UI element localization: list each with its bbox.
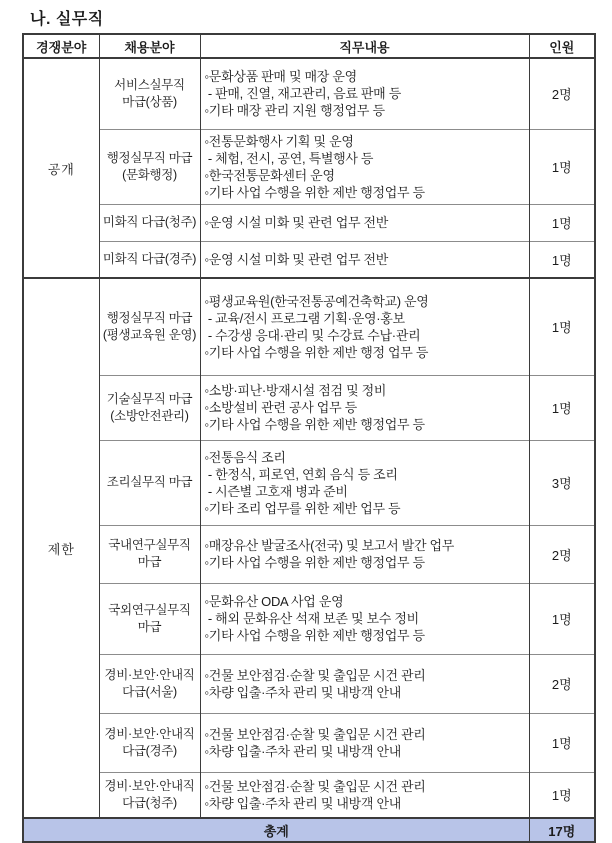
total-count-cell: 17명 bbox=[529, 818, 595, 842]
duty-line: - 교육/전시 프로그램 기획·운영·홍보 bbox=[204, 310, 405, 326]
duty-line: ◦소방설비 관련 공사 업무 등 bbox=[204, 400, 357, 415]
recruit-field-line: 마급 bbox=[137, 555, 162, 569]
table-row bbox=[23, 204, 595, 241]
duty-line: ◦기타 조리 업무를 위한 제반 업무 등 bbox=[204, 500, 401, 516]
recruit-field-line: 행정실무직 마급 bbox=[106, 310, 193, 325]
table-row bbox=[23, 772, 595, 818]
duty-line: ◦차량 입출·주차 관리 및 내방객 안내 bbox=[204, 684, 402, 700]
headcount-cell: 1명 bbox=[529, 204, 595, 241]
total-label-cell: 총계 bbox=[23, 818, 529, 842]
duty-line: ◦운영 시설 미화 및 관련 업무 전반 bbox=[204, 251, 389, 267]
recruit-field-cell bbox=[99, 654, 200, 713]
recruit-field-line: 기술실무직 마급 bbox=[106, 391, 193, 406]
duties-cell bbox=[200, 525, 529, 583]
header-cell-recruit-field: 채용분야 bbox=[99, 34, 200, 58]
recruit-field-cell bbox=[99, 525, 200, 583]
header-cell-duties: 직무내용 bbox=[200, 34, 529, 58]
recruit-field-line: 미화직 다급(경주) bbox=[102, 251, 197, 266]
duty-line: ◦차량 입출·주차 관리 및 내방객 안내 bbox=[204, 743, 402, 759]
header-row bbox=[23, 34, 595, 58]
duty-line: ◦한국전통문화센터 운영 bbox=[204, 167, 335, 183]
duty-line: ◦기타 사업 수행을 위한 제반 행정업무 등 bbox=[204, 417, 425, 432]
category-cell: 공개 bbox=[23, 58, 99, 278]
duties-cell bbox=[200, 58, 529, 129]
duty-line: ◦기타 사업 수행을 위한 제반 행정업무 등 bbox=[204, 555, 425, 570]
duty-line: ◦평생교육원(한국전통공예건축학교) 운영 bbox=[204, 293, 429, 309]
duty-line: - 체험, 전시, 공연, 특별행사 등 bbox=[204, 150, 374, 166]
duties-cell bbox=[200, 278, 529, 375]
headcount-cell: 1명 bbox=[529, 129, 595, 204]
header-cell-category: 경쟁분야 bbox=[23, 34, 99, 58]
table-row bbox=[23, 654, 595, 713]
total-row bbox=[23, 818, 595, 842]
duty-line: ◦매장유산 발굴조사(전국) 및 보고서 발간 업무 bbox=[204, 538, 455, 553]
table-row bbox=[23, 278, 595, 375]
headcount-cell: 1명 bbox=[529, 375, 595, 440]
table-row bbox=[23, 58, 595, 129]
duty-line: ◦문화유산 ODA 사업 운영 bbox=[204, 594, 344, 609]
table-row bbox=[23, 713, 595, 772]
recruit-field-line: 다급(청주) bbox=[122, 795, 177, 810]
recruit-field-cell bbox=[99, 375, 200, 440]
duty-line: ◦건물 보안점검·순찰 및 출입문 시건 관리 bbox=[204, 778, 426, 794]
headcount-cell: 2명 bbox=[529, 654, 595, 713]
recruit-field-cell bbox=[99, 204, 200, 241]
headcount-cell: 1명 bbox=[529, 772, 595, 818]
recruit-field-line: 경비·보안·안내직 bbox=[104, 667, 195, 682]
table-row bbox=[23, 129, 595, 204]
table-row bbox=[23, 440, 595, 525]
duty-line: ◦기타 사업 수행을 위한 제반 행정업무 등 bbox=[204, 628, 425, 643]
table-row bbox=[23, 375, 595, 440]
jobs-table-body bbox=[23, 58, 595, 842]
recruit-field-cell bbox=[99, 241, 200, 278]
duty-line: ◦문화상품 판매 및 매장 운영 bbox=[204, 69, 357, 85]
category-cell: 제한 bbox=[23, 278, 99, 818]
headcount-cell: 1명 bbox=[529, 713, 595, 772]
duty-line: - 시즌별 고호재 병과 준비 bbox=[204, 483, 348, 499]
recruit-field-line: 마급 bbox=[137, 619, 162, 634]
recruit-field-line: 경비·보안·안내직 bbox=[104, 778, 195, 793]
recruit-field-cell bbox=[99, 772, 200, 818]
headcount-cell: 1명 bbox=[529, 241, 595, 278]
table-row bbox=[23, 583, 595, 654]
duties-cell bbox=[200, 375, 529, 440]
duty-line: - 수강생 응대·관리 및 수강료 수납·관리 bbox=[204, 327, 421, 343]
headcount-cell: 2명 bbox=[529, 525, 595, 583]
recruit-field-line: 행정실무직 마급 bbox=[106, 150, 193, 165]
duties-cell bbox=[200, 440, 529, 525]
duty-line: ◦건물 보안점검·순찰 및 출입문 시건 관리 bbox=[204, 667, 426, 683]
headcount-cell: 1명 bbox=[529, 278, 595, 375]
duties-cell bbox=[200, 583, 529, 654]
duty-line: - 한정식, 피로연, 연회 음식 등 조리 bbox=[204, 466, 398, 482]
headcount-cell: 1명 bbox=[529, 583, 595, 654]
recruit-field-line: 국외연구실무직 bbox=[108, 602, 191, 617]
page-title: 나. 실무직 bbox=[30, 11, 104, 28]
recruit-field-cell bbox=[99, 440, 200, 525]
duties-cell bbox=[200, 129, 529, 204]
duty-line: ◦기타 사업 수행을 위한 제반 행정업무 등 bbox=[204, 184, 425, 200]
recruit-field-cell bbox=[99, 583, 200, 654]
duties-cell bbox=[200, 204, 529, 241]
recruit-field-line: 조리실무직 마급 bbox=[106, 475, 193, 489]
recruit-field-line: (소방안전관리) bbox=[110, 408, 189, 423]
headcount-cell: 3명 bbox=[529, 440, 595, 525]
recruit-field-line: 마급(상품) bbox=[122, 94, 177, 109]
duty-line: ◦기타 사업 수행을 위한 제반 행정 업무 등 bbox=[204, 344, 429, 360]
duty-line: ◦운영 시설 미화 및 관련 업무 전반 bbox=[204, 215, 389, 230]
duties-cell bbox=[200, 713, 529, 772]
headcount-cell: 2명 bbox=[529, 58, 595, 129]
recruit-field-cell bbox=[99, 58, 200, 129]
duty-line: - 판매, 진열, 재고관리, 음료 판매 등 bbox=[204, 86, 402, 102]
recruit-field-cell bbox=[99, 713, 200, 772]
duty-line: ◦건물 보안점검·순찰 및 출입문 시건 관리 bbox=[204, 726, 426, 742]
duties-cell bbox=[200, 654, 529, 713]
recruit-field-line: 다급(서울) bbox=[122, 684, 177, 699]
duty-line: ◦기타 매장 관리 지원 행정업무 등 bbox=[204, 103, 385, 119]
table-row bbox=[23, 525, 595, 583]
duties-cell bbox=[200, 772, 529, 818]
duty-line: - 해외 문화유산 석재 보존 및 보수 정비 bbox=[204, 611, 419, 626]
recruit-field-line: 다급(경주) bbox=[122, 743, 177, 758]
table-row bbox=[23, 241, 595, 278]
recruit-field-line: (평생교육원 운영) bbox=[102, 327, 197, 342]
duty-line: ◦전통문화행사 기획 및 운영 bbox=[204, 133, 354, 149]
duty-line: ◦전통음식 조리 bbox=[204, 449, 286, 465]
recruit-field-cell bbox=[99, 129, 200, 204]
jobs-table bbox=[22, 33, 596, 843]
recruit-field-line: 서비스실무직 bbox=[114, 77, 185, 92]
duties-cell bbox=[200, 241, 529, 278]
header-cell-headcount: 인원 bbox=[529, 34, 595, 58]
recruit-field-line: 국내연구실무직 bbox=[108, 538, 191, 552]
duty-line: ◦차량 입출·주차 관리 및 내방객 안내 bbox=[204, 795, 402, 811]
recruit-field-line: (문화행정) bbox=[122, 167, 177, 182]
recruit-field-line: 경비·보안·안내직 bbox=[104, 726, 195, 741]
recruit-field-cell bbox=[99, 278, 200, 375]
recruit-field-line: 미화직 다급(청주) bbox=[102, 215, 197, 229]
duty-line: ◦소방·피난·방재시설 점검 및 정비 bbox=[204, 383, 387, 398]
